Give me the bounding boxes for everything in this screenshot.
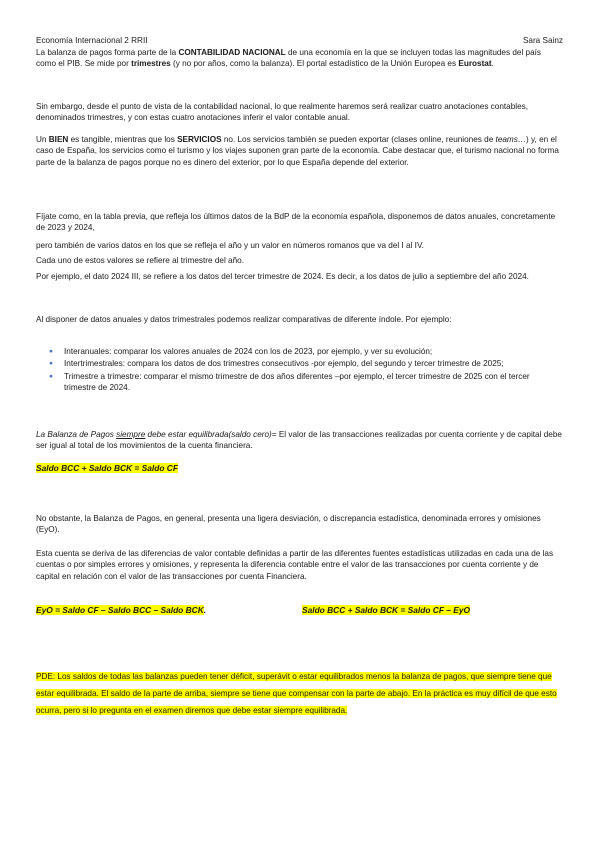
paragraph-anotaciones: Sin embargo, desde el punto de vista de la contabilidad nacional, lo que realmente haremos será realizar cuatro anotaciones contables, denominados trimestres, y con estas cuatro anotaciones inferir el valor contable anual. (36, 102, 529, 123)
formula-saldo-eyo (302, 605, 470, 615)
formula-equilibrio (36, 463, 178, 473)
paragraph-trimestre: Cada uno de estos valores se refiere al trimestre del año. (36, 256, 244, 265)
text: de una economía en la que se incluyen todas las magnitudes del país como el PIB. Se mide por (36, 48, 542, 69)
text: no. Los servicios también se pueden exportar (clases online, reuniones de (221, 135, 496, 144)
bold-term: CONTABILIDAD NACIONAL (178, 48, 286, 57)
paragraph-equilibrio (36, 429, 563, 452)
formula-eyo (36, 605, 206, 615)
pde-note (36, 668, 563, 719)
bold-term: Eurostat (458, 59, 492, 69)
bold-term: trimestres (131, 59, 171, 69)
header-author: Sara Sainz (522, 36, 563, 45)
paragraph-bienes-servicios (36, 134, 563, 168)
comparison-list (36, 346, 563, 395)
text: (y no por años, como la balanza). El portal estadístico de la Unión Europea es (170, 59, 459, 69)
list-item: ● Trimestre a trimestre: comparar el mismo trimestre de dos años diferentes –por ejemplo, el tercer trimestre de 2025 con el tercer trimestre de 2024. (64, 371, 563, 394)
text: = El valor de las transacciones realizadas por cuenta corriente y de capital debe ser igual al total de los movimientos de la cuenta financiera. (36, 430, 562, 451)
header-course: Economía Internacional 2 RRII (36, 36, 148, 45)
highlighted-formula: Saldo BCC + Saldo BCK = Saldo CF (36, 463, 178, 473)
paragraph-numeros-romanos: pero también de varios datos en los que se refleja el año y un valor en números romanos que va del I al IV. (36, 241, 424, 250)
paragraph-errores-omisiones: No obstante, la Balanza de Pagos, en general, presenta una ligera desviación, o discrepancia estadística, denominada errores y omisiones (EyO). (36, 514, 541, 535)
italic-term: teams… (495, 135, 527, 144)
underlined-term: siempre (116, 430, 146, 439)
text: La balanza de pagos forma parte de la (36, 48, 179, 57)
list-item: ● Intertrimestrales: compara los datos de dos trimestres consecutivos -por ejemplo, del segundo y tercer trimestre de 2025; (64, 358, 563, 369)
list-item: ● Interanuales: comparar los valores anuales de 2024 con los de 2023, por ejemplo, y ver su evolución; (64, 346, 563, 357)
highlighted-formula: EyO = Saldo CF – Saldo BCC – Saldo BCK (36, 605, 204, 615)
text: . (203, 605, 207, 615)
text: ) y, en el caso de España, los servicios como el turismo y los viajes suponen gran parte de la economía. Cabe destacar que, el turismo nacional no forma parte de la balanza de pagos porque no es dinero del exterior, por lo que España depende del exterior. (36, 135, 559, 167)
bold-term: BIEN (48, 135, 69, 144)
italic-text: debe estar equilibrada(saldo cero) (145, 430, 272, 439)
highlighted-formula: Saldo BCC + Saldo BCK = Saldo CF – EyO (302, 605, 470, 615)
page-header (36, 36, 563, 45)
paragraph-tabla-previa: Fíjate como, en la tabla previa, que refleja los últimos datos de la BdP de la economía española, disponemos de datos anuales, concretamente de 2023 y 2024, (36, 212, 556, 233)
italic-text: La Balanza de Pagos (36, 430, 117, 439)
paragraph-contabilidad-nacional (36, 47, 563, 70)
text: Un (36, 135, 49, 144)
text: . (491, 59, 494, 69)
paragraph-comparativas: Al disponer de datos anuales y datos trimestrales podemos realizar comparativas de diferente índole. Por ejemplo: (36, 315, 452, 324)
highlighted-note: PDE: Los saldos de todas las balanzas pueden tener déficit, superávit o estar equilibrados menos la balanza de pagos, que siempre tiene que estar equilibrada. El saldo de la parte de arriba, siempre se tiene que compensar con la parte de abajo. En la práctica es muy difícil de que esto ocurra, pero si lo pregunta en el examen diremos que debe estar siempre equilibrada. (36, 672, 557, 715)
text: es tangible, mientras que los (68, 135, 178, 144)
bold-term: SERVICIOS (177, 135, 222, 144)
paragraph-ejemplo-2024: Por ejemplo, el dato 2024 III, se refiere a los datos del tercer trimestre de 2024. Es decir, a los datos de julio a septiembre del año 2024. (36, 272, 529, 281)
paragraph-diferencias-valor: Esta cuenta se deriva de las diferencias de valor contable definidas a partir de las diferentes fuentes estadísticas utilizadas en cada una de las cuentas o por simples errores y omisiones, y representa la diferencia contable entre el valor de las transacciones por cuenta corriente y de capital en relación con el valor de las transacciones por cuenta Financiera. (36, 549, 554, 581)
